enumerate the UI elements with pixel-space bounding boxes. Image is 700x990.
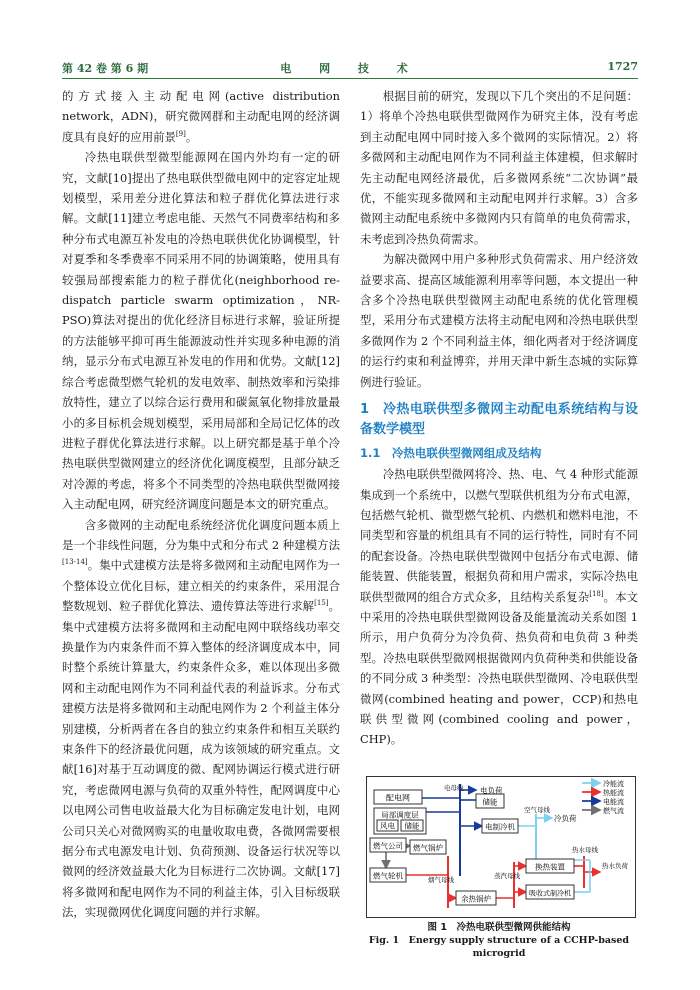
wind-box: 风电	[380, 821, 395, 831]
gas-boiler-box: 燃气锅炉	[413, 843, 443, 853]
storage-box: 储能	[404, 821, 420, 831]
paragraph: 含多微网的主动配电系统经济优化调度问题本质上是一个非线性问题，分为集中式和分布式 2 种建模方法[13-14]。集中式建模方法是将多微网和主动配电网作为一个整体设立优化目标，建立相关的约束条件，采用混合整数规划、粒子群优化算法、遗传算法等进行求解[15]。集中式建模方法将多微网和主动配电网中联络线功率交换量作为内束条件而不算入整体的经济调度成本中，同时整个系统计算量大，约束条件众多，难以体现出多微网和主动配电网作为不同利益代表的利益诉求。分布式建模方法是将多微网和主动配电网作为 2 个利益主体分别建模，分析两者在各自的独立约束条件和相互关联约束条件下的经济最优问题，成为该领域的研究重点。文献[16]对基于互动调度的微、配网协调运行模式进行研究，考虑微网电源与负荷的双重外特性，配网调度中心以电网公司售电收益最大化为目标确定发电计划，电网公司只关心对微网购买的电量收取电费，各微网需要根据分布式电源发电计划、负荷预测、设备运行状况等以微网的经济效益最大化为目标进行二次协调。文献[17]将多微网和配电网作为不同的利益主体，引入目标级联法，实现微网优化调度问题的并行求解。	[62, 517, 340, 920]
elec-load-label: 电负荷	[480, 786, 503, 795]
right-column	[360, 86, 638, 750]
gas-turbine-box: 燃气轮机	[373, 871, 403, 881]
section-heading: 1 冷热电联供型多微网主动配电系统结构与设备数学模型	[360, 402, 638, 438]
citation: [9]	[175, 130, 186, 139]
paragraph: 根据目前的研究，发现以下几个突出的不足问题：1）将单个冷热电联供型微网作为研究主体，没有考虑到主动配电网中同时接入多个微网的实际情况。2）将多微网和主动配电网作为不同利益主体建模，但求解时先主动配电网经济最优，后多微网系统“二次协调”最优，不能实现多微网和主动配电网并行求解。3）含多微网主动配电系统中多微网内只有简单的电负荷需求，未考虑到冷热负荷需求。	[360, 89, 638, 246]
energy-structure-diagram	[366, 776, 636, 918]
journal-issue: 第 42 卷 第 6 期	[62, 62, 149, 75]
paragraph: 为解决微网中用户多种形式负荷需求、用户经济效益要求高、提高区域能源利用率等问题，本文提出一种含多个冷热电联供型微网主动配电系统的优化管理模型，采用分布式建模方法将主动配电网和冷热电联供型多微网作为 2 个不同利益主体，细化两者对于经济调度的运行约束和利益博弈，并用天津中新生态城的实际算例进行验证。	[360, 252, 638, 389]
paragraph: 冷热电联供型微型能源网在国内外均有一定的研究，文献[10]提出了热电联供型微电网中的定容定址规划模型，采用差分进化算法和粒子群优化算法进行求解。文献[11]建立考虑电能、天然气不同费率结构和多种分布式电源互补发电的冷热电联供优化协调模型，针对夏季和冬季费率不同采用不同的协调策略，使用具有较强局部搜索能力的粒子群优化(neighborhood re-dispatch particle swarm optimization，NR-PSO)算法对提出的优化经济目标进行求解，验证所提的方法能够平抑可再生能源波动性并实现多种电源的消纳，显示分布式电源互补发电的作用和优势。文献[12]综合考虑微型燃气轮机的发电效率、制热效率和污染排放特性，建立了以综合运行费用和碳氮氧化物排放量最小的多目标机会规划模型，采用局部和全局记忆体的改进粒子群优化算法进行求解。以上研究都是基于单个冷热电联供型微网建立的经济优化调度模型，且部分缺乏对冷源的考虑，将多个不同类型的冷热电联供型微网接入主动配电网，研究经济调度问题是本文的研究重点。	[62, 150, 340, 512]
subsection-heading: 1.1 冷热电联供型微网组成及结构	[360, 446, 542, 461]
caption-cn: 图 1 冷热电联供型微网供能结构	[427, 922, 571, 933]
elec-bus-label: 电母线	[444, 784, 464, 792]
paragraph: 的方式接入主动配电网(active distribution network，ADN)，研究微网群和主动配电网的经济调度具有良好的应用前景[9]。	[62, 89, 340, 144]
citation: [13-14]	[62, 558, 88, 567]
steam-bus-label: 蒸汽母线	[494, 872, 520, 880]
hot-water-bus-label: 热水母线	[572, 846, 598, 854]
figure-caption	[360, 921, 638, 960]
dispatch-box: 局部调度层	[381, 810, 419, 820]
waste-heat-boiler-box: 余热锅炉	[461, 894, 491, 904]
citation: [18]	[589, 589, 604, 598]
heat-exchanger-box: 换热装置	[535, 862, 565, 872]
journal-name: 电 网 技 术	[280, 62, 420, 75]
left-column	[62, 86, 340, 923]
cold-load-label: 冷负荷	[554, 814, 577, 823]
figure-1	[366, 776, 636, 918]
hot-water-load-label: 热水负荷	[602, 862, 628, 870]
gas-company-box: 燃气公司	[373, 841, 403, 851]
air-bus-label: 空气母线	[524, 806, 550, 814]
electric-chiller-box: 电制冷机	[485, 822, 515, 832]
smoke-bus-label: 烟气母线	[428, 876, 454, 884]
running-header	[62, 58, 638, 79]
absorption-chiller-box: 吸收式制冷机	[529, 889, 571, 898]
legend-gas: 燃气流	[603, 807, 624, 815]
legend-electric: 电能流	[603, 798, 624, 806]
caption-en: Fig. 1 Energy supply structure of a CCHP-based microgrid	[368, 935, 630, 959]
page-number: 1727	[607, 60, 638, 73]
citation: [15]	[314, 599, 329, 608]
legend-heat: 热能流	[603, 789, 624, 797]
paragraph: 冷热电联供型微网将冷、热、电、气 4 种形式能源集成到一个系统中，以燃气型联供机组为分布式电源，包括燃气轮机、微型燃气轮机、内燃机和燃料电池，不同类型和容量的机组具有不同的运行特性，同时有不同的配套设备。冷热电联供型微网中包括分布式电源、储能装置、供能装置，根据负荷和用户需求，实际冷热电联供型微网的组合方式众多，且结构关系复杂[18]。本文中采用的冷热电联供型微网设备及能量流动关系如图 1 所示，用户负荷分为冷负荷、热负荷和电负荷 3 种类型。冷热电联供型微网根据微网内负荷种类和供能设备的不同分成 3 种类型：冷热电联供型微网、冷电联供型微网(combined heating and power，CCP)和热电联供型微网(combined cooling and power，CHP)。	[360, 467, 638, 747]
grid-box: 配电网	[386, 793, 410, 803]
storage-box: 储能	[482, 797, 498, 807]
legend-cold: 冷能流	[603, 780, 624, 788]
